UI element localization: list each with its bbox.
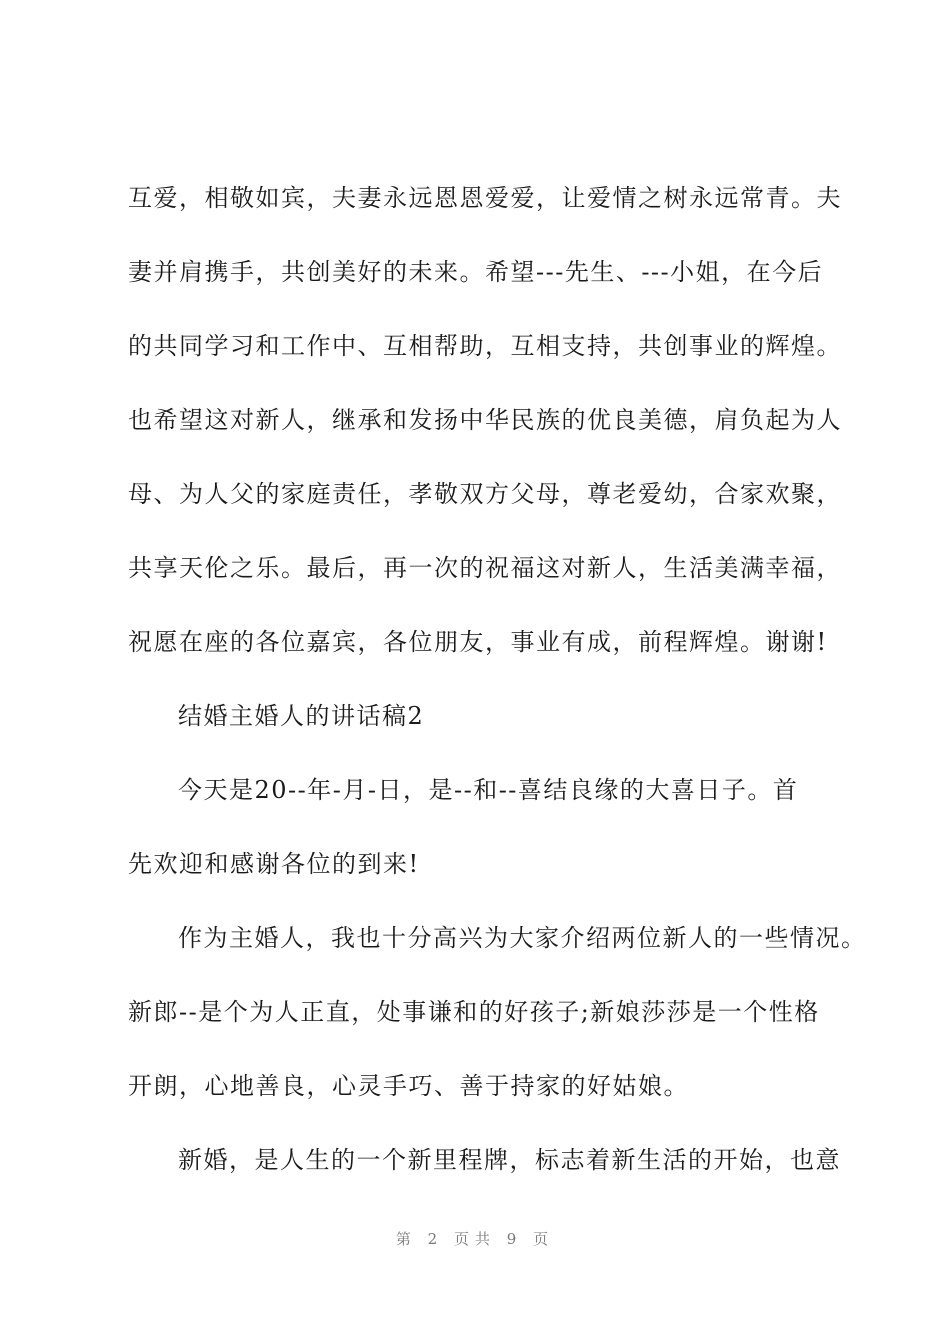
body-line-11: 作为主婚人，我也十分高兴为大家介绍两位新人的一些情况。 bbox=[178, 924, 867, 952]
section-heading: 结婚主婚人的讲话稿2 bbox=[178, 702, 425, 730]
body-line-12: 新郎--是个为人正直，处事谦和的好孩子;新娘莎莎是一个性格 bbox=[128, 998, 820, 1026]
body-line-1: 互爱，相敬如宾，夫妻永远恩恩爱爱，让爱情之树永远常青。夫 bbox=[128, 184, 842, 212]
body-line-14: 新婚，是人生的一个新里程牌，标志着新生活的开始，也意 bbox=[178, 1146, 841, 1174]
body-line-2: 妻并肩携手，共创美好的未来。希望---先生、---小姐，在今后 bbox=[128, 258, 824, 286]
body-line-9: 今天是20--年-月-日，是--和--喜结良缘的大喜日子。首 bbox=[178, 776, 799, 804]
body-line-4: 也希望这对新人，继承和发扬中华民族的优良美德，肩负起为人 bbox=[128, 406, 842, 434]
page-number-footer: 第 2 页共 9 页 bbox=[395, 1230, 555, 1248]
body-line-7: 祝愿在座的各位嘉宾，各位朋友，事业有成，前程辉煌。谢谢! bbox=[128, 628, 828, 656]
body-line-6: 共享天伦之乐。最后，再一次的祝福这对新人，生活美满幸福， bbox=[128, 554, 842, 582]
body-line-13: 开朗，心地善良，心灵手巧、善于持家的好姑娘。 bbox=[128, 1072, 689, 1100]
body-line-10: 先欢迎和感谢各位的到来! bbox=[128, 850, 420, 878]
body-line-3: 的共同学习和工作中、互相帮助，互相支持，共创事业的辉煌。 bbox=[128, 332, 842, 360]
body-line-5: 母、为人父的家庭责任，孝敬双方父母，尊老爱幼，合家欢聚， bbox=[128, 480, 842, 508]
